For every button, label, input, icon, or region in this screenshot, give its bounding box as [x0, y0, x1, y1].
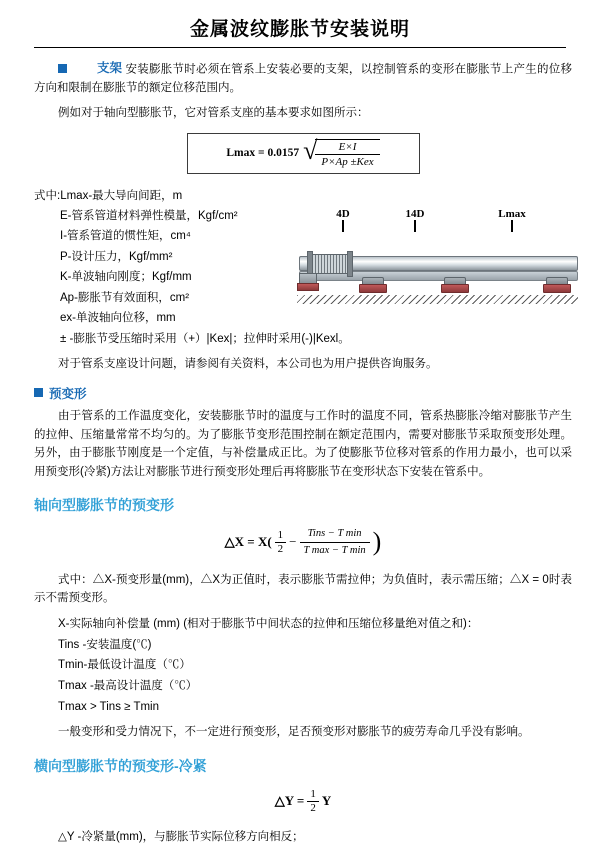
- lateral-equation-half-numerator: 1: [307, 788, 319, 802]
- section-1-para-2: 例如对于轴向型膨胀节，它对管系支座的基本要求如图所示：: [58, 106, 369, 119]
- axial-predeformation-equation: [34, 527, 572, 556]
- axial-where-intro: 式中：△X-预变形量(mm)，△X为正值时，表示膨胀节需拉伸；为负值时，表示需压缩；△X = 0时表示不需预变形。: [34, 573, 572, 605]
- definition-item: ex-单波轴向位移，mm: [60, 312, 176, 325]
- dimension-lmax-label: Lmax: [498, 207, 526, 220]
- diagram-column: [295, 186, 580, 318]
- lmax-formula-numerator: E×I: [315, 141, 379, 155]
- diagram-dimension-row: [295, 208, 580, 228]
- dimension-14d-label: 14D: [405, 207, 425, 220]
- definition-item: P-设计压力，Kgf/mm²: [60, 250, 173, 263]
- section-1-closing: 对于管系支座设计问题，请参阅有关资料，本公司也为用户提供咨询服务。: [58, 358, 438, 371]
- flange-right: [347, 251, 353, 277]
- axial-definition-item: Tmax > Tins ≥ Tmin: [58, 700, 159, 713]
- dimension-4d-label: 4D: [336, 207, 350, 220]
- definition-item: 式中:Lmax-最大导向间距，m: [34, 189, 183, 202]
- lateral-note: △Y -冷紧量(mm)，与膨胀节实际位移方向相反；: [58, 831, 304, 844]
- square-root-icon: [303, 135, 380, 168]
- axial-definition-list: [34, 614, 572, 717]
- document-body: [0, 58, 600, 847]
- definition-item: ± -膨胀节受压缩时采用（+）|Kex|；拉伸时采用(-)|Kexl。: [60, 332, 350, 345]
- support-base: [543, 284, 571, 293]
- guide-support-2: [441, 277, 467, 293]
- axial-equation-temperature-fraction: [300, 527, 370, 556]
- lmax-formula-denominator: P×Ap ±Kex: [321, 155, 374, 168]
- guide-support-1: [359, 277, 385, 293]
- definitions-and-diagram: [34, 186, 572, 350]
- axial-equation-temp-denominator: T max − T min: [303, 544, 366, 556]
- section-2-para-1: 由于管系的工作温度变化，安装膨胀节时的温度与工作时的温度不同，管系热膨胀冷缩对膨胀节产生的拉伸、压缩量常常不均匀的。为了膨胀节变形范围控制在额定范围内，需要对膨胀节采取预变形处理。另外，由于膨胀节刚度是一个定值，与补偿量成正比。为了使膨胀节位移对管系的作用力最小，也可以采用预变形(冷紧)方法让对膨胀节进行预变形处理后再将膨胀节在变形状态下安装在管系中。: [34, 409, 572, 478]
- lateral-predeformation-equation: [34, 788, 572, 814]
- axial-equation-temp-numerator: Tins − T min: [300, 527, 370, 542]
- axial-definition-item: X-实际轴向补偿量 (mm) (相对于膨胀节中间状态的拉伸和压缩位移量绝对值之和)：: [58, 617, 479, 630]
- ground-hatching: [297, 295, 578, 304]
- definition-item: K-单波轴向刚度；Kgf/mm: [60, 271, 192, 284]
- document-page: [0, 14, 600, 844]
- axial-closing: 一般变形和受力情况下，不一定进行预变形，足否预变形对膨胀节的疲劳寿命几乎没有影响。: [58, 726, 530, 739]
- support-base: [441, 284, 469, 293]
- dimension-lmax: [457, 208, 567, 232]
- lateral-equation-half-fraction: [307, 788, 319, 814]
- section-1-heading: [58, 58, 122, 78]
- axial-equation-lhs: △X = X(: [224, 534, 272, 549]
- axial-definition-item: Tmin-最低设计温度（℃）: [58, 659, 191, 672]
- axial-equation-line: [225, 527, 382, 556]
- diagram-pipe-area: [295, 230, 580, 306]
- section-1-first-paragraph: [34, 58, 572, 98]
- axial-definition-item: Tmax -最高设计温度（℃）: [58, 679, 198, 692]
- pipe-support-diagram: [295, 208, 580, 318]
- bellows-expansion-joint: [311, 254, 349, 274]
- definition-item: Ap-膨胀节有效面积，cm²: [60, 291, 190, 304]
- main-anchor: [299, 273, 315, 295]
- dimension-4d: [313, 208, 373, 232]
- anchor-pad: [297, 283, 319, 291]
- lateral-equation-lhs: △Y =: [274, 793, 305, 809]
- section-1-para-1: 安装膨胀节时必须在管系上安装必要的支架，以控制管系的变形在膨胀节上产生的位移方向和限制在膨胀节的额定位移范围内。: [34, 63, 572, 95]
- axial-equation-close-paren: ): [372, 526, 382, 556]
- subsection-axial-heading: 轴向型膨胀节的预变形: [34, 497, 174, 514]
- axial-equation-half-denominator: 2: [277, 542, 284, 555]
- section-2-heading-label: 预变形: [49, 386, 87, 401]
- lmax-formula-lhs: Lmax = 0.0157: [226, 147, 300, 159]
- axial-equation-minus-sign: −: [289, 534, 297, 549]
- blue-square-bullet-icon: [34, 388, 43, 397]
- lmax-formula: [187, 133, 420, 174]
- axial-equation-half-fraction: [275, 529, 287, 555]
- lateral-equation-half-denominator: 2: [310, 801, 316, 814]
- axial-equation-half-numerator: 1: [275, 529, 287, 543]
- page-title: 金属波纹膨胀节安装说明: [189, 19, 410, 40]
- dimension-14d: [375, 208, 455, 232]
- lmax-formula-fraction: [315, 139, 379, 168]
- radical-sign-icon: √: [303, 135, 318, 165]
- lateral-equation-rhs: Y: [321, 793, 332, 809]
- definition-item: I-管系管道的惯性矩，cm⁴: [60, 230, 191, 243]
- lateral-equation-line: [275, 788, 331, 814]
- guide-support-3: [543, 277, 569, 293]
- blue-square-bullet-icon: [58, 64, 67, 73]
- section-1-heading-label: 支架: [97, 61, 123, 75]
- support-base: [359, 284, 387, 293]
- axial-definition-item: Tins -安装温度(℃): [58, 638, 152, 651]
- title-divider: [34, 47, 566, 48]
- definition-item: E-管系管道材料弹性模量，Kgf/cm²: [60, 209, 238, 222]
- section-2-heading: [34, 384, 572, 402]
- subsection-lateral-heading: 横向型膨胀节的预变形-冷紧: [34, 757, 207, 774]
